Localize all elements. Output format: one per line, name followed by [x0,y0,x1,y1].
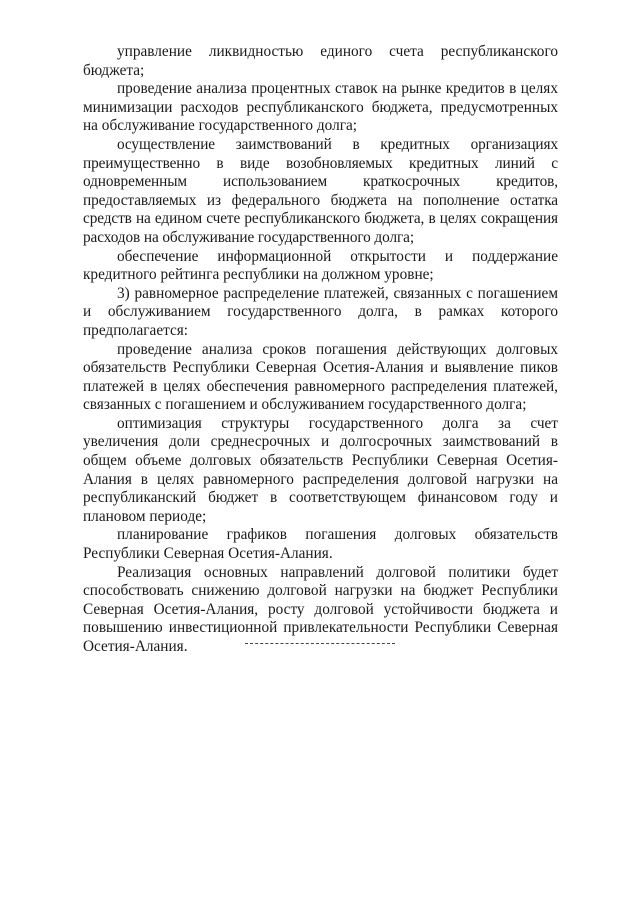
paragraph-repayment-scheduling: планирование графиков погашения долговых обязательств Республики Северная Осетия-Алания. [83,526,558,563]
paragraph-conclusion: Реализация основных направлений долговой политики будет способствовать снижению долговой нагрузки на бюджет Республики Северная Осетия-Алания, росту долговой устойчивости бюджета и повышению инвестиционной привлекательности Республики Северная Осетия-Алания. [83,563,558,655]
paragraph-payment-distribution: 3) равномерное распределение платежей, связанных с погашением и обслуживанием государственного долга, в рамках которого предполагается: [83,284,558,339]
paragraph-liquidity-management: управление ликвидностью единого счета республиканского бюджета; [83,43,558,79]
paragraph-interest-rate-analysis: проведение анализа процентных ставок на рынке кредитов в целях минимизации расходов республиканского бюджета, предусмотренных на обслуживание государственного долга; [83,80,558,135]
paragraph-maturity-analysis: проведение анализа сроков погашения действующих долговых обязательств Республики Северная Осетия-Алания и выявление пиков платежей в целях обеспечения равномерного распределения платежей, связанных с погашением и обслуживанием государственного долга; [83,340,558,414]
end-divider-line [245,643,395,644]
paragraph-information-openness: обеспечение информационной открытости и поддержание кредитного рейтинга республики на должном уровне; [83,247,558,284]
paragraph-debt-structure-optimization: оптимизация структуры государственного долга за счет увеличения доли среднесрочных и долгосрочных заимствований в общем объеме долговых обязательств Республики Северная Осетия-Алания в целях равномерного распределения долговой нагрузки на республиканский бюджет в соответствующем финансовом году и плановом периоде; [83,414,558,525]
document-body [83,43,558,657]
paragraph-borrowing: осуществление заимствований в кредитных организациях преимущественно в виде возобновляемых кредитных линий с одновременным использованием краткосрочных кредитов, предоставляемых из федерального бюджета на пополнение остатка средств на едином счете республиканского бюджета, в целях сокращения расходов на обслуживание государственного долга; [83,135,558,246]
